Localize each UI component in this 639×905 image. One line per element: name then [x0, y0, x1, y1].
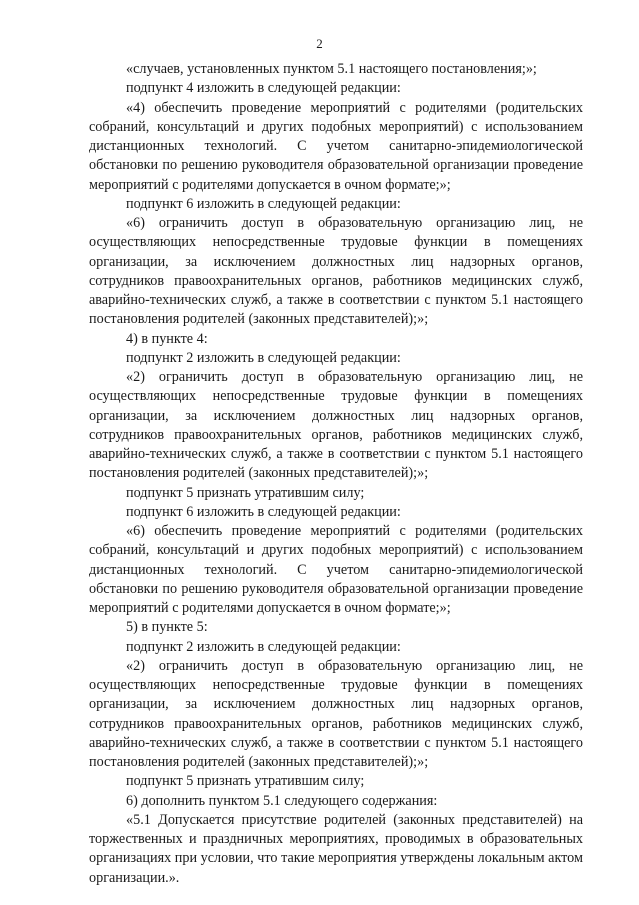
paragraph: подпункт 6 изложить в следующей редакции:	[126, 503, 401, 520]
paragraph: подпункт 4 изложить в следующей редакции:	[126, 80, 401, 97]
paragraph: «6) ограничить доступ в образовательную организацию лиц, не осуществляющих непосредственные трудовые функции в помещениях организации, за исключением должностных лиц надзорных органов, сотрудников правоохранительных органов, работников медицинских служб, аварийно-технических служб, а также в соответствии с пунктом 5.1 настоящего постановления родителей (законных представителей);»;	[89, 215, 583, 328]
paragraph: 5) в пункте 5:	[126, 619, 208, 636]
paragraph: «2) ограничить доступ в образовательную организацию лиц, не осуществляющих непосредственные трудовые функции в помещениях организации, за исключением должностных лиц надзорных органов, сотрудников правоохранительных органов, работников медицинских служб, аварийно-технических служб, а также в соответствии с пунктом 5.1 настоящего постановления родителей (законных представителей);»;	[89, 657, 583, 770]
paragraph: «6) обеспечить проведение мероприятий с родителями (родительских собраний, консультаций и других подобных мероприятий) с использованием дистанционных технологий. С учетом санитарно-эпидемиологической обстановки по решению руководителя образовательной организации проведение мероприятий с родителями допускается в очном формате;»;	[89, 523, 583, 616]
paragraph: «4) обеспечить проведение мероприятий с родителями (родительских собраний, консультаций и других подобных мероприятий) с использованием дистанционных технологий. С учетом санитарно-эпидемиологической обстановки по решению руководителя образовательной организации проведение мероприятий с родителями допускается в очном формате;»;	[89, 99, 583, 193]
paragraph: «5.1 Допускается присутствие родителей (законных представителей) на торжественных и праздничных мероприятиях, проводимых в образовательных организациях при условии, что такие мероприятия утверждены локальным актом организации.».	[89, 811, 583, 886]
paragraph: «2) ограничить доступ в образовательную организацию лиц, не осуществляющих непосредственные трудовые функции в помещениях организации, за исключением должностных лиц надзорных органов, сотрудников правоохранительных органов, работников медицинских служб, аварийно-технических служб, а также в соответствии с пунктом 5.1 настоящего постановления родителей (законных представителей);»;	[89, 369, 583, 482]
document-body	[89, 60, 583, 888]
page-number: 2	[316, 36, 323, 51]
paragraph: подпункт 6 изложить в следующей редакции:	[126, 195, 401, 212]
paragraph: подпункт 5 признать утратившим силу;	[126, 773, 365, 790]
paragraph: 6) дополнить пунктом 5.1 следующего содержания:	[126, 792, 438, 809]
paragraph: подпункт 5 признать утратившим силу;	[126, 484, 365, 501]
paragraph: подпункт 2 изложить в следующей редакции:	[126, 349, 401, 366]
paragraph: подпункт 2 изложить в следующей редакции:	[126, 638, 401, 655]
paragraph: 4) в пункте 4:	[126, 330, 208, 347]
paragraph: «случаев, установленных пунктом 5.1 настоящего постановления;»;	[126, 61, 537, 77]
